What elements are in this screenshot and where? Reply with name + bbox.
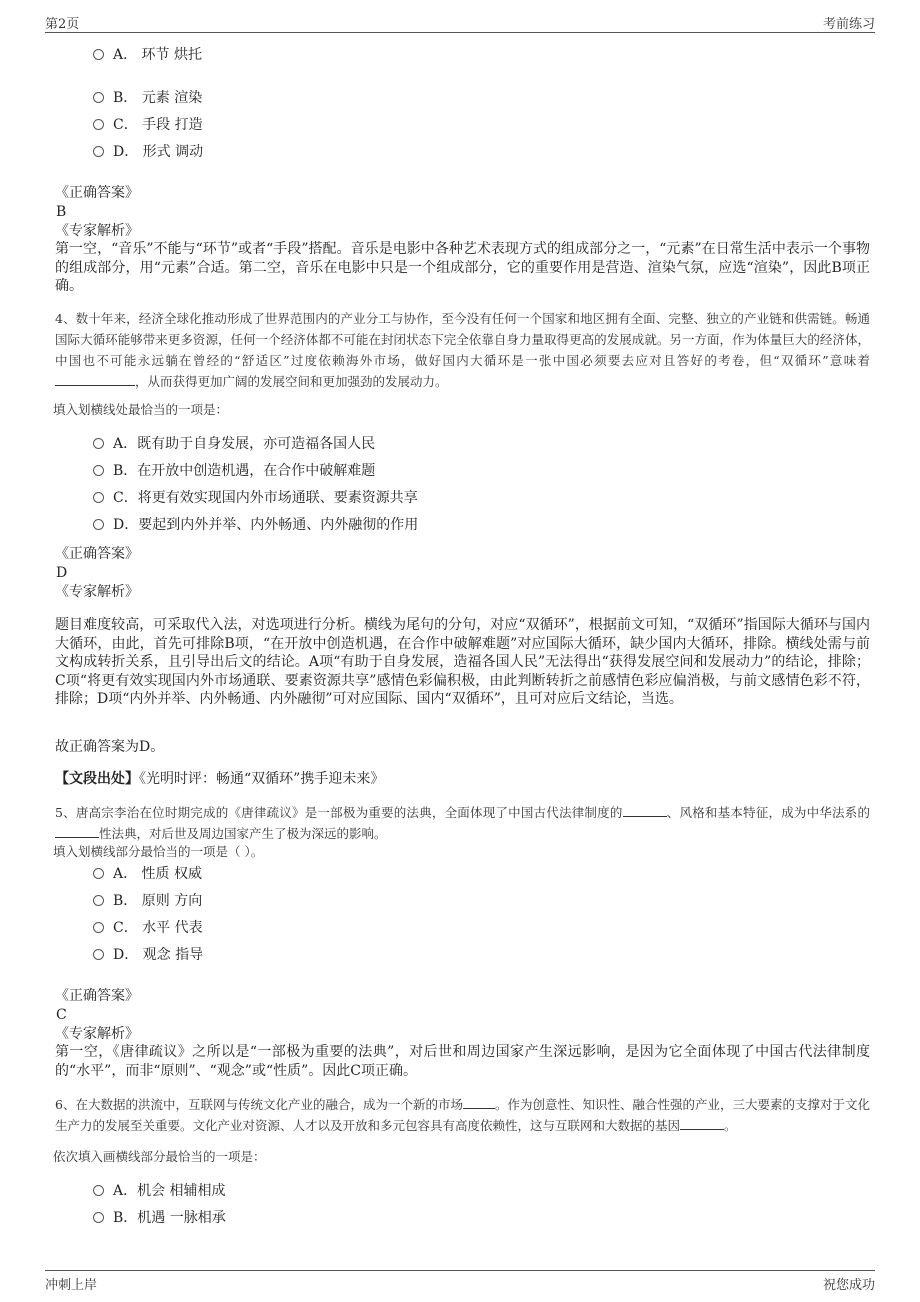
q4-answer-label: 《正确答案》: [55, 546, 139, 562]
q4-question: 4、数十年来，经济全球化推动形成了世界范围内的产业分工与协作，至今没有任何一个国家和地区拥有全面、完整、独立的产业链和供需链。畅通国际大循环能够带来更多资源，任何一个经济体都不可能在封闭状态下完全依靠自身力量取得更高的发展成就。另一方面，作为体量巨大的经济体，中国也不可能永远躺在曾经的“舒适区”过度依赖海外市场，做好国内大循环是一张中国必须要去应对且答好的考卷，但“双循环”意味着，从而获得更加广阔的发展空间和更加强劲的发展动力。: [55, 311, 870, 389]
q3-option-a[interactable]: A． 环节 烘托: [93, 46, 202, 64]
q4-source: 【文段出处】《光明时评：畅通“双循环”携手迎未来》: [55, 771, 385, 787]
q6-option-a[interactable]: A．机会 相辅相成: [93, 1182, 226, 1200]
footer-right: 祝您成功: [822, 1278, 875, 1293]
q5-answer-label: 《正确答案》: [55, 988, 139, 1004]
q3-option-c[interactable]: C． 手段 打造: [93, 116, 203, 134]
answer-blank: [55, 836, 99, 838]
radio-icon[interactable]: [93, 438, 104, 449]
radio-icon[interactable]: [93, 492, 104, 503]
answer-blank: [680, 1128, 724, 1130]
q3-analysis-label: 《专家解析》: [55, 223, 139, 239]
q5-option-b[interactable]: B． 原则 方向: [93, 892, 202, 910]
radio-icon[interactable]: [93, 519, 104, 530]
q3-answer-label: 《正确答案》: [55, 185, 139, 201]
q5-option-d[interactable]: D． 观念 指导: [93, 946, 203, 964]
header-title: 考前练习: [822, 17, 875, 32]
q3-answer: B: [56, 204, 67, 220]
page-footer: [45, 1270, 875, 1293]
q3-option-d[interactable]: D． 形式 调动: [93, 143, 203, 161]
q5-analysis-label: 《专家解析》: [55, 1026, 139, 1042]
answer-blank: [463, 1107, 495, 1109]
q4-analysis: 题目难度较高，可采取代入法，对选项进行分析。横线为尾句的分句，对应“双循环”，根据前文可知，“双循环”指国际大循环与国内大循环，由此，首先可排除B项，“在开放中创造机遇，在合作中破解难题”对应国际大循环，缺少国内大循环，排除。横线处需与前文构成转折关系，且引导出后文的结论。A项“有助于自身发展，造福各国人民”无法得出“获得发展空间和发展动力”的结论，排除；C项“将更有效实现国内外市场通联、要素资源共享”感情色彩偏积极，由此判断转折之前感情色彩应偏消极，与前文感情色彩不符，排除；D项“内外并举、内外畅通、内外融彻”可对应国际、国内“双循环”，且可对应后文结论，当选。: [55, 617, 870, 707]
q6-question: 6、在大数据的洪流中，互联网与传统文化产业的融合，成为一个新的市场 。作为创意性、知识性、融合性强的产业，三大要素的支撑对于文化生产力的发展至关重要。文化产业对资源、人才以及开放和多元包容具有高度依赖性，这与互联网和大数据的基因 。: [55, 1097, 870, 1133]
radio-icon[interactable]: [93, 465, 104, 476]
answer-blank: [623, 815, 667, 817]
q4-option-c[interactable]: C．将更有效实现国内外市场通联、要素资源共享: [93, 489, 418, 507]
radio-icon[interactable]: [93, 119, 104, 130]
q4-prompt: 填入划横线处最恰当的一项是：: [53, 402, 229, 417]
q3-option-b[interactable]: B． 元素 渲染: [93, 89, 202, 107]
q6-option-b[interactable]: B．机遇 一脉相承: [93, 1209, 226, 1227]
radio-icon[interactable]: [93, 49, 104, 60]
answer-blank: [55, 384, 135, 386]
radio-icon[interactable]: [93, 922, 104, 933]
q5-question: 5、唐高宗李治在位时期完成的《唐律疏议》是一部极为重要的法典，全面体现了中国古代法律制度的 、风格和基本特征，成为中华法系的性法典，对后世及周边国家产生了极为深远的影响。: [55, 805, 870, 841]
q5-analysis: 第一空，《唐律疏议》之所以是“一部极为重要的法典”，对后世和周边国家产生深远影响，是因为它全面体现了中国古代法律制度的“水平”，而非“原则”、“观念”或“性质”。因此C项正确。: [55, 1044, 870, 1079]
q5-option-a[interactable]: A． 性质 权威: [93, 865, 202, 883]
page-number: 第2页: [45, 17, 80, 32]
radio-icon[interactable]: [93, 146, 104, 157]
radio-icon[interactable]: [93, 1212, 104, 1223]
page-header: [45, 10, 875, 33]
q4-answer: D: [56, 565, 68, 581]
q6-prompt: 依次填入画横线部分最恰当的一项是：: [53, 1149, 266, 1164]
q4-conclusion: 故正确答案为D。: [55, 739, 165, 755]
q3-analysis: 第一空，“音乐”不能与“环节”或者“手段”搭配。音乐是电影中各种艺术表现方式的组成部分之一，“元素”在日常生活中表示一个事物的组成部分，用“元素”合适。第二空，音乐在电影中只是一个组成部分，它的重要作用是营造、渲染气氛，应选“渲染”，因此B项正确。: [55, 241, 870, 294]
radio-icon[interactable]: [93, 895, 104, 906]
radio-icon[interactable]: [93, 92, 104, 103]
q5-answer: C: [56, 1007, 67, 1023]
q5-prompt: 填入划横线部分最恰当的一项是（ ）。: [53, 844, 264, 859]
q4-analysis-label: 《专家解析》: [55, 584, 139, 600]
radio-icon[interactable]: [93, 1185, 104, 1196]
radio-icon[interactable]: [93, 868, 104, 879]
q4-option-b[interactable]: B．在开放中创造机遇，在合作中破解难题: [93, 462, 375, 480]
footer-left: 冲刺上岸: [45, 1278, 98, 1293]
radio-icon[interactable]: [93, 949, 104, 960]
q4-option-d[interactable]: D．要起到内外并举、内外畅通、内外融彻的作用: [93, 516, 418, 534]
q5-option-c[interactable]: C． 水平 代表: [93, 919, 203, 937]
q4-option-a[interactable]: A．既有助于自身发展，亦可造福各国人民: [93, 435, 375, 453]
